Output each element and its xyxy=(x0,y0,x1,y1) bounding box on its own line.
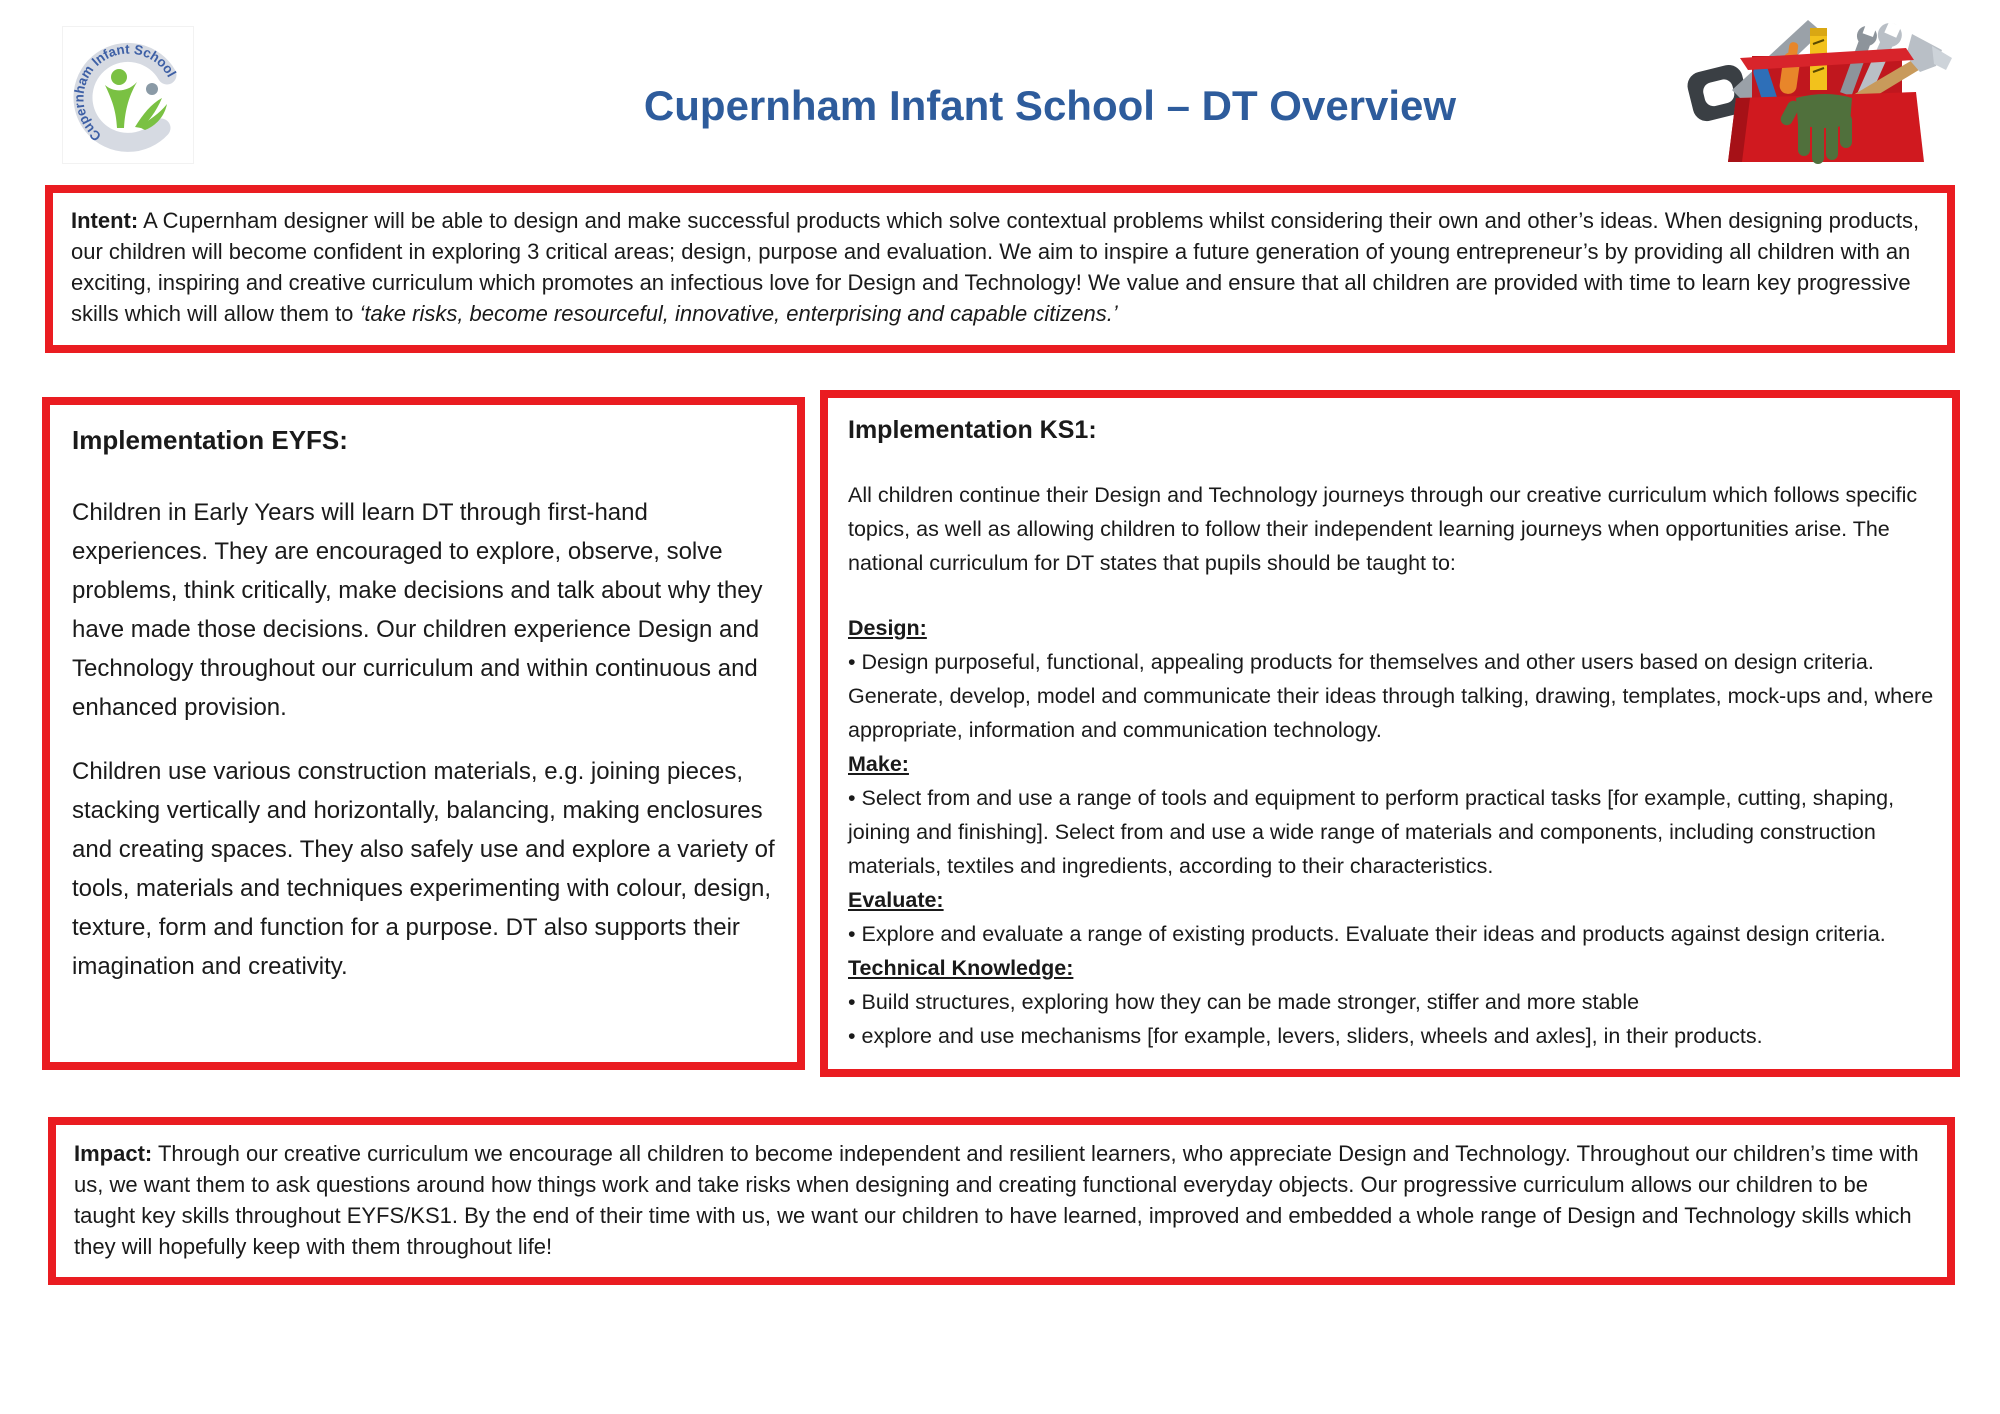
eyfs-heading: Implementation EYFS: xyxy=(72,425,348,455)
ks1-evaluate-heading: Evaluate: xyxy=(848,888,944,912)
impact-text: Through our creative curriculum we encourage all children to become independent and resilient learners, who appreciate Design and Technology. Throughout our children’s time with us, we want them to ask questions around how things work and take risks when designing and creating functional everyday objects. Our progressive curriculum allows our children to be taught key skills throughout EYFS/KS1. By the end of their time with us, we want our children to have learned, improved and embedded a whole range of Design and Technology skills which they will hopefully keep with them throughout life! xyxy=(74,1141,1919,1259)
implementation-eyfs-box xyxy=(42,397,805,1070)
ks1-design-heading: Design: xyxy=(848,616,927,640)
ks1-technical-bullet-1: • Build structures, exploring how they can be made stronger, stiffer and more stable xyxy=(848,990,1640,1014)
ks1-section-design xyxy=(848,611,1938,747)
school-logo xyxy=(62,26,194,164)
ks1-heading: Implementation KS1: xyxy=(848,416,1097,444)
impact-label: Impact: xyxy=(74,1141,153,1166)
page-title: Cupernham Infant School – DT Overview xyxy=(643,82,1457,129)
toolbox-image xyxy=(1680,6,1952,164)
implementation-ks1-box xyxy=(820,390,1960,1077)
ks1-intro: All children continue their Design and Technology journeys through our creative curriculum which follows specific topics, as well as allowing children to follow their independent learning journeys when opportunities arise. The national curriculum for DT states that pupils should be taught to: xyxy=(848,483,1918,575)
intent-text: A Cupernham designer will be able to design and make successful products which solve contextual problems whilst considering their own and other’s ideas. When designing products, our children will become confident in exploring 3 critical areas; design, purpose and evaluation. We aim to inspire a future generation of young entrepreneur’s by providing all children with an exciting, inspiring and creative curriculum which promotes an infectious love for Design and Technology! We value and ensure that all children are provided with time to learn key progressive skills which will allow them to xyxy=(71,208,1920,326)
eyfs-paragraph-2: Children use various construction materials, e.g. joining pieces, stacking vertically and horizontally, balancing, making enclosures and creating spaces. They also safely use and explore a variety of tools, materials and techniques experimenting with colour, design, texture, form and function for a purpose. DT also supports their imagination and creativity. xyxy=(72,758,775,980)
ks1-design-bullet: • Design purposeful, functional, appealing products for themselves and other users based on design criteria. Generate, develop, model and communicate their ideas through talking, drawing, templates, mock-ups and, where appropriate, information and communication technology. xyxy=(848,650,1934,742)
ks1-section-evaluate xyxy=(848,883,1938,951)
ks1-technical-heading: Technical Knowledge: xyxy=(848,956,1074,980)
ks1-technical-bullet-2: • explore and use mechanisms [for example, levers, sliders, wheels and axles], in their products. xyxy=(848,1024,1763,1048)
ks1-make-bullet: • Select from and use a range of tools and equipment to perform practical tasks [for example, cutting, shaping, joining and finishing]. Select from and use a wide range of materials and components, including construction materials, textiles and ingredients, according to their characteristics. xyxy=(848,786,1895,878)
svg-text:Cupernham Infant School: Cupernham Infant School xyxy=(71,41,180,145)
intent-quote: ‘take risks, become resourceful, innovative, enterprising and capable citizens.’ xyxy=(359,301,1118,326)
intent-label: Intent: xyxy=(71,208,139,233)
school-logo-icon xyxy=(63,27,193,163)
ks1-evaluate-bullet: • Explore and evaluate a range of existing products. Evaluate their ideas and products against design criteria. xyxy=(848,922,1886,946)
impact-box xyxy=(48,1117,1955,1285)
intent-box xyxy=(45,185,1955,353)
ks1-make-heading: Make: xyxy=(848,752,909,776)
ks1-section-technical-knowledge xyxy=(848,951,1938,1053)
eyfs-paragraph-1: Children in Early Years will learn DT through first-hand experiences. They are encouraged to explore, observe, solve problems, think critically, make decisions and talk about why they have made those decisions. Our children experience Design and Technology throughout our curriculum and within continuous and enhanced provision. xyxy=(72,499,763,721)
ks1-section-make xyxy=(848,747,1938,883)
toolbox-icon xyxy=(1680,6,1952,164)
